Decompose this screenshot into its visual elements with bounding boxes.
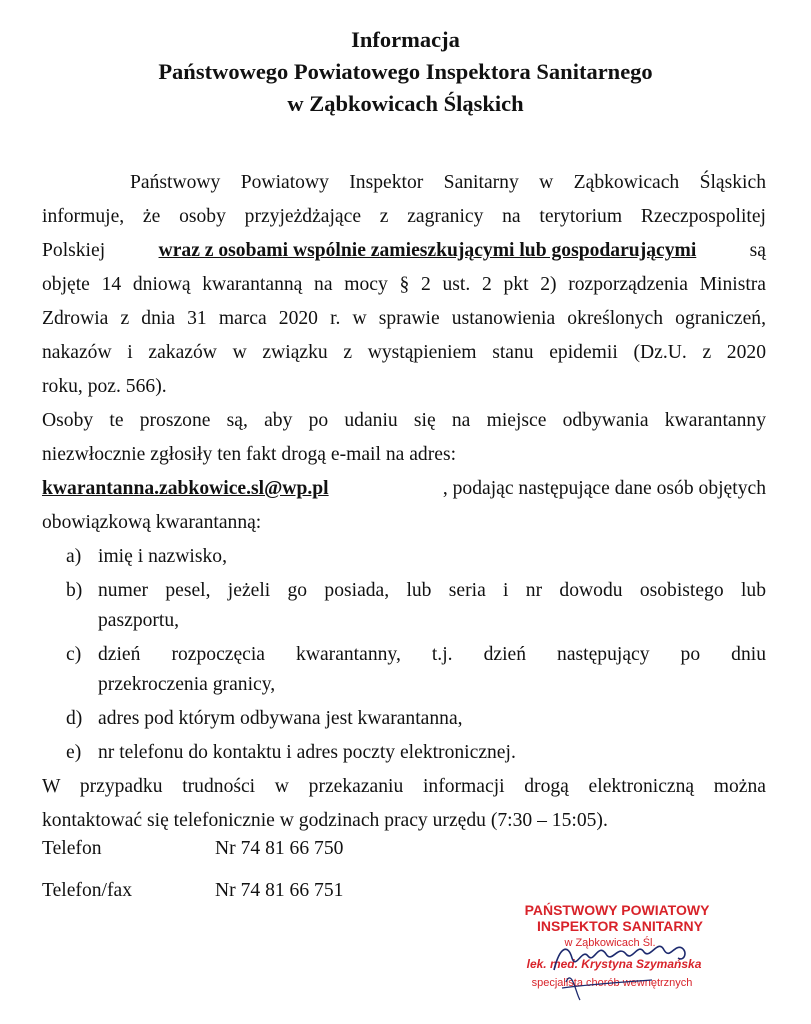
list-marker: a) <box>66 546 82 567</box>
intro-line-6: nakazów i zakazów w związku z wystąpieniem stanu epidemii (Dz.U. z 2020 <box>42 342 766 363</box>
intro-line-4: objęte 14 dniową kwarantanną na mocy § 2 ust. 2 pkt 2) rozporządzenia Ministra <box>42 274 766 295</box>
request-line-1: Osoby te proszone są, aby po udaniu się na miejsce odbywania kwarantanny <box>42 410 766 431</box>
phone-number[interactable]: Nr 74 81 66 750 <box>215 838 344 859</box>
intro-line-3 <box>42 237 766 265</box>
official-stamp <box>502 898 732 1008</box>
closing-line-1: W przypadku trudności w przekazaniu informacji drogą elektroniczną można <box>42 776 766 797</box>
fax-number[interactable]: Nr 74 81 66 751 <box>215 880 344 901</box>
intro-line-3-post: są <box>749 240 766 261</box>
list-item: numer pesel, jeżeli go posiada, lub seria i nr dowodu osobistego lub <box>98 580 766 601</box>
list-item: adres pod którym odbywana jest kwarantanna, <box>98 708 463 729</box>
list-item: dzień rozpoczęcia kwarantanny, t.j. dzień następujący po dniu <box>98 644 766 665</box>
intro-emphasis: wraz z osobami wspólnie zamieszkującymi lub gospodarującymi <box>158 240 697 261</box>
contact-label: Telefon/fax <box>42 880 133 901</box>
list-marker: b) <box>66 580 83 601</box>
stamp-line-2: INSPEKTOR SANITARNY <box>537 918 703 934</box>
request-line-2: niezwłocznie zgłosiły ten fakt drogą e-mail na adres: <box>42 444 457 465</box>
request-line-4: obowiązkową kwarantanną: <box>42 512 262 533</box>
intro-line-7: roku, poz. 566). <box>42 376 167 397</box>
stamp-line-4: lek. med. Krystyna Szymańska <box>526 957 702 971</box>
stamp-line-3: w Ząbkowicach Śl. <box>564 937 656 949</box>
list-marker: d) <box>66 708 83 729</box>
list-item-continuation: paszportu, <box>98 610 180 631</box>
list-item-continuation: przekroczenia granicy, <box>98 674 276 695</box>
list-item: imię i nazwisko, <box>98 546 227 567</box>
request-line-3-post: , podając następujące dane osób objętych <box>442 478 766 499</box>
intro-line-5: Zdrowia z dnia 31 marca 2020 r. w sprawie ustanowienia określonych ograniczeń, <box>42 308 766 329</box>
list-marker: e) <box>66 742 82 763</box>
title-line-3: w Ząbkowicach Śląskich <box>287 91 524 116</box>
stamp-line-1: PAŃSTWOWY POWIATOWY <box>524 902 710 918</box>
title-line-1: Informacja <box>351 27 460 52</box>
title-line-2: Państwowego Powiatowego Inspektora Sanitarnego <box>158 59 653 84</box>
stamp-graphic <box>502 898 732 1008</box>
stamp-line-5: specjalista chorób wewnętrznych <box>531 977 693 989</box>
email-link[interactable]: kwarantanna.zabkowice.sl@wp.pl <box>42 478 329 499</box>
list-marker: c) <box>66 644 82 665</box>
intro-line-1: Państwowy Powiatowy Inspektor Sanitarny w Ząbkowicach Śląskich <box>130 172 766 193</box>
closing-line-2: kontaktować się telefonicznie w godzinach pracy urzędu (7:30 – 15:05). <box>42 810 608 831</box>
request-line-3 <box>42 475 766 503</box>
contact-label: Telefon <box>42 838 102 859</box>
intro-line-2: informuje, że osoby przyjeżdżające z zagranicy na terytorium Rzeczpospolitej <box>42 206 766 227</box>
list-item: nr telefonu do kontaktu i adres poczty elektronicznej. <box>98 742 516 763</box>
intro-line-3-pre: Polskiej <box>42 240 106 261</box>
